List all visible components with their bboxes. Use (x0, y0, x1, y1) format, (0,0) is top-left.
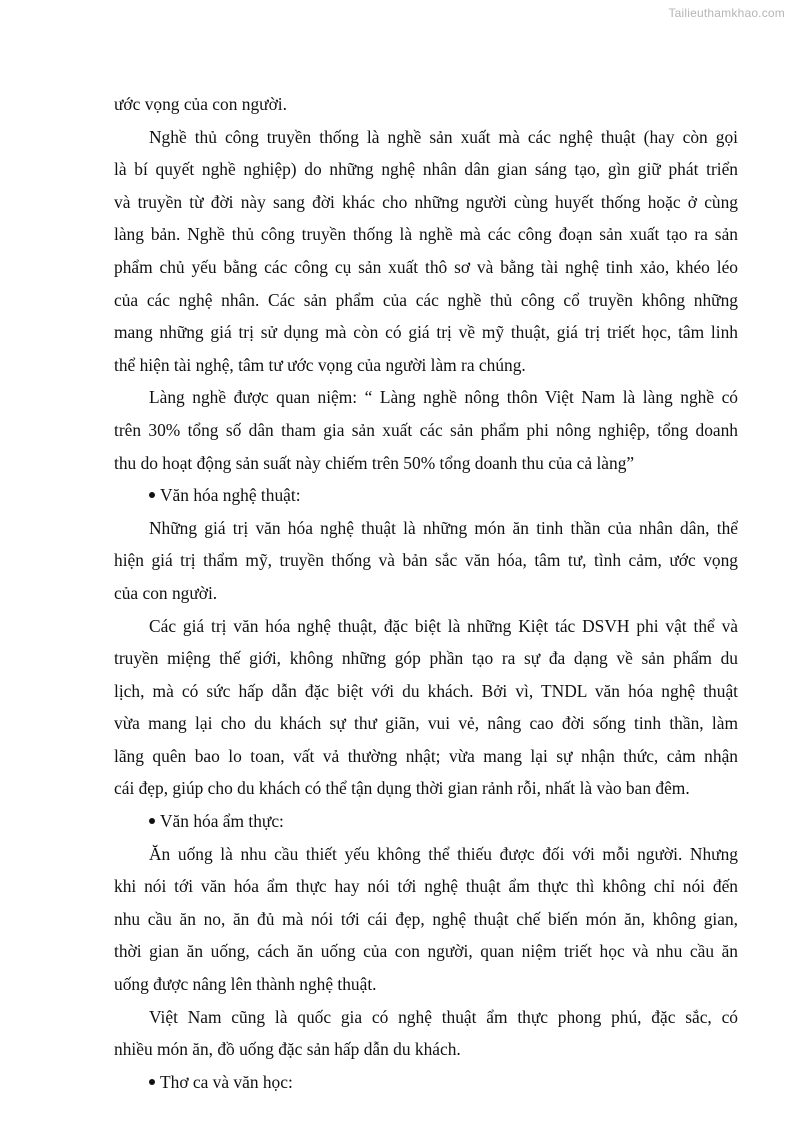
text-line: thể hiện tài nghệ, tâm tư ước vọng của người làm ra chúng. (114, 354, 526, 375)
text-line: hiện giá trị thẩm mỹ, truyền thống và bản sắc văn hóa, tâm tư, tình cảm, ước vọng (114, 550, 738, 571)
text-line: Việt Nam cũng là quốc gia có nghệ thuật ẩm thực phong phú, đặc sắc, có (149, 1006, 738, 1027)
section-heading (114, 805, 738, 838)
text-line: mang những giá trị sử dụng mà còn có giá trị về mỹ thuật, giá trị triết học, tâm linh (114, 322, 738, 343)
text-line: uống được nâng lên thành nghệ thuật. (114, 974, 377, 995)
text-line: Làng nghề được quan niệm: “ Làng nghề nông thôn Việt Nam là làng nghề có (149, 387, 738, 408)
section-heading-text: Văn hóa nghệ thuật: (160, 485, 301, 506)
text-line: Những giá trị văn hóa nghệ thuật là những món ăn tinh thần của nhân dân, thể (149, 517, 738, 538)
section-heading (114, 479, 738, 512)
section-heading-text: Văn hóa ẩm thực: (160, 811, 284, 832)
text-line: khi nói tới văn hóa ẩm thực hay nói tới nghệ thuật ẩm thực thì không chỉ nói đến (114, 876, 738, 897)
section-heading (114, 1066, 738, 1099)
text-line: thu do hoạt động sản suất này chiếm trên 50% tổng doanh thu của cả làng” (114, 452, 635, 473)
text-line: lịch, mà có sức hấp dẫn đặc biệt với du khách. Bởi vì, TNDL văn hóa nghệ thuật (114, 680, 738, 701)
text-line: của con người. (114, 582, 218, 603)
document-body (114, 88, 738, 1098)
text-line: là bí quyết nghề nghiệp) do những nghệ nhân dân gian sáng tạo, gìn giữ phát triển (114, 159, 738, 180)
text-line: của các nghệ nhân. Các sản phẩm của các nghề thủ công cổ truyền không những (114, 289, 738, 310)
text-line: ước vọng của con người. (114, 94, 287, 114)
text-line: phẩm chủ yếu bằng các công cụ sản xuất thô sơ và bằng tài nghệ tinh xảo, khéo léo (114, 256, 738, 277)
bullet-icon (149, 492, 155, 498)
text-line: Ăn uống là nhu cầu thiết yếu không thể thiếu được đối với mỗi người. Nhưng (149, 843, 738, 864)
bullet-icon (149, 1079, 155, 1085)
bullet-icon (149, 818, 155, 824)
text-line: Nghề thủ công truyền thống là nghề sản xuất mà các nghệ thuật (hay còn gọi (149, 126, 738, 147)
text-line: và truyền từ đời này sang đời khác cho những người cùng huyết thống hoặc ở cùng (114, 191, 738, 212)
text-line: cái đẹp, giúp cho du khách có thể tận dụng thời gian rảnh rỗi, nhất là vào ban đêm. (114, 778, 690, 799)
text-line: lãng quên bao lo toan, vất vả thường nhật; vừa mang lại sự nhận thức, cảm nhận (114, 745, 738, 766)
text-line: nhiều món ăn, đồ uống đặc sản hấp dẫn du khách. (114, 1039, 461, 1060)
text-line: làng bản. Nghề thủ công truyền thống là nghề mà các công đoạn sản xuất tạo ra sản (114, 224, 738, 245)
text-line: truyền miệng thế giới, không những góp phần tạo ra sự đa dạng về sản phẩm du (114, 648, 738, 669)
text-line: trên 30% tổng số dân tham gia sản xuất các sản phẩm phi nông nghiệp, tổng doanh (114, 419, 738, 440)
text-line: nhu cầu ăn no, ăn đủ mà nói tới cái đẹp, nghệ thuật chế biến món ăn, không gian, (114, 908, 738, 929)
text-line: thời gian ăn uống, cách ăn uống của con người, quan niệm triết học và nhu cầu ăn (114, 941, 738, 962)
text-line: vừa mang lại cho du khách sự thư giãn, vui vẻ, nâng cao đời sống tinh thần, làm (114, 713, 738, 734)
section-heading-text: Thơ ca và văn học: (160, 1071, 293, 1092)
watermark: Tailieuthamkhao.com (668, 6, 785, 20)
text-line: Các giá trị văn hóa nghệ thuật, đặc biệt là những Kiệt tác DSVH phi vật thể và (149, 615, 738, 636)
